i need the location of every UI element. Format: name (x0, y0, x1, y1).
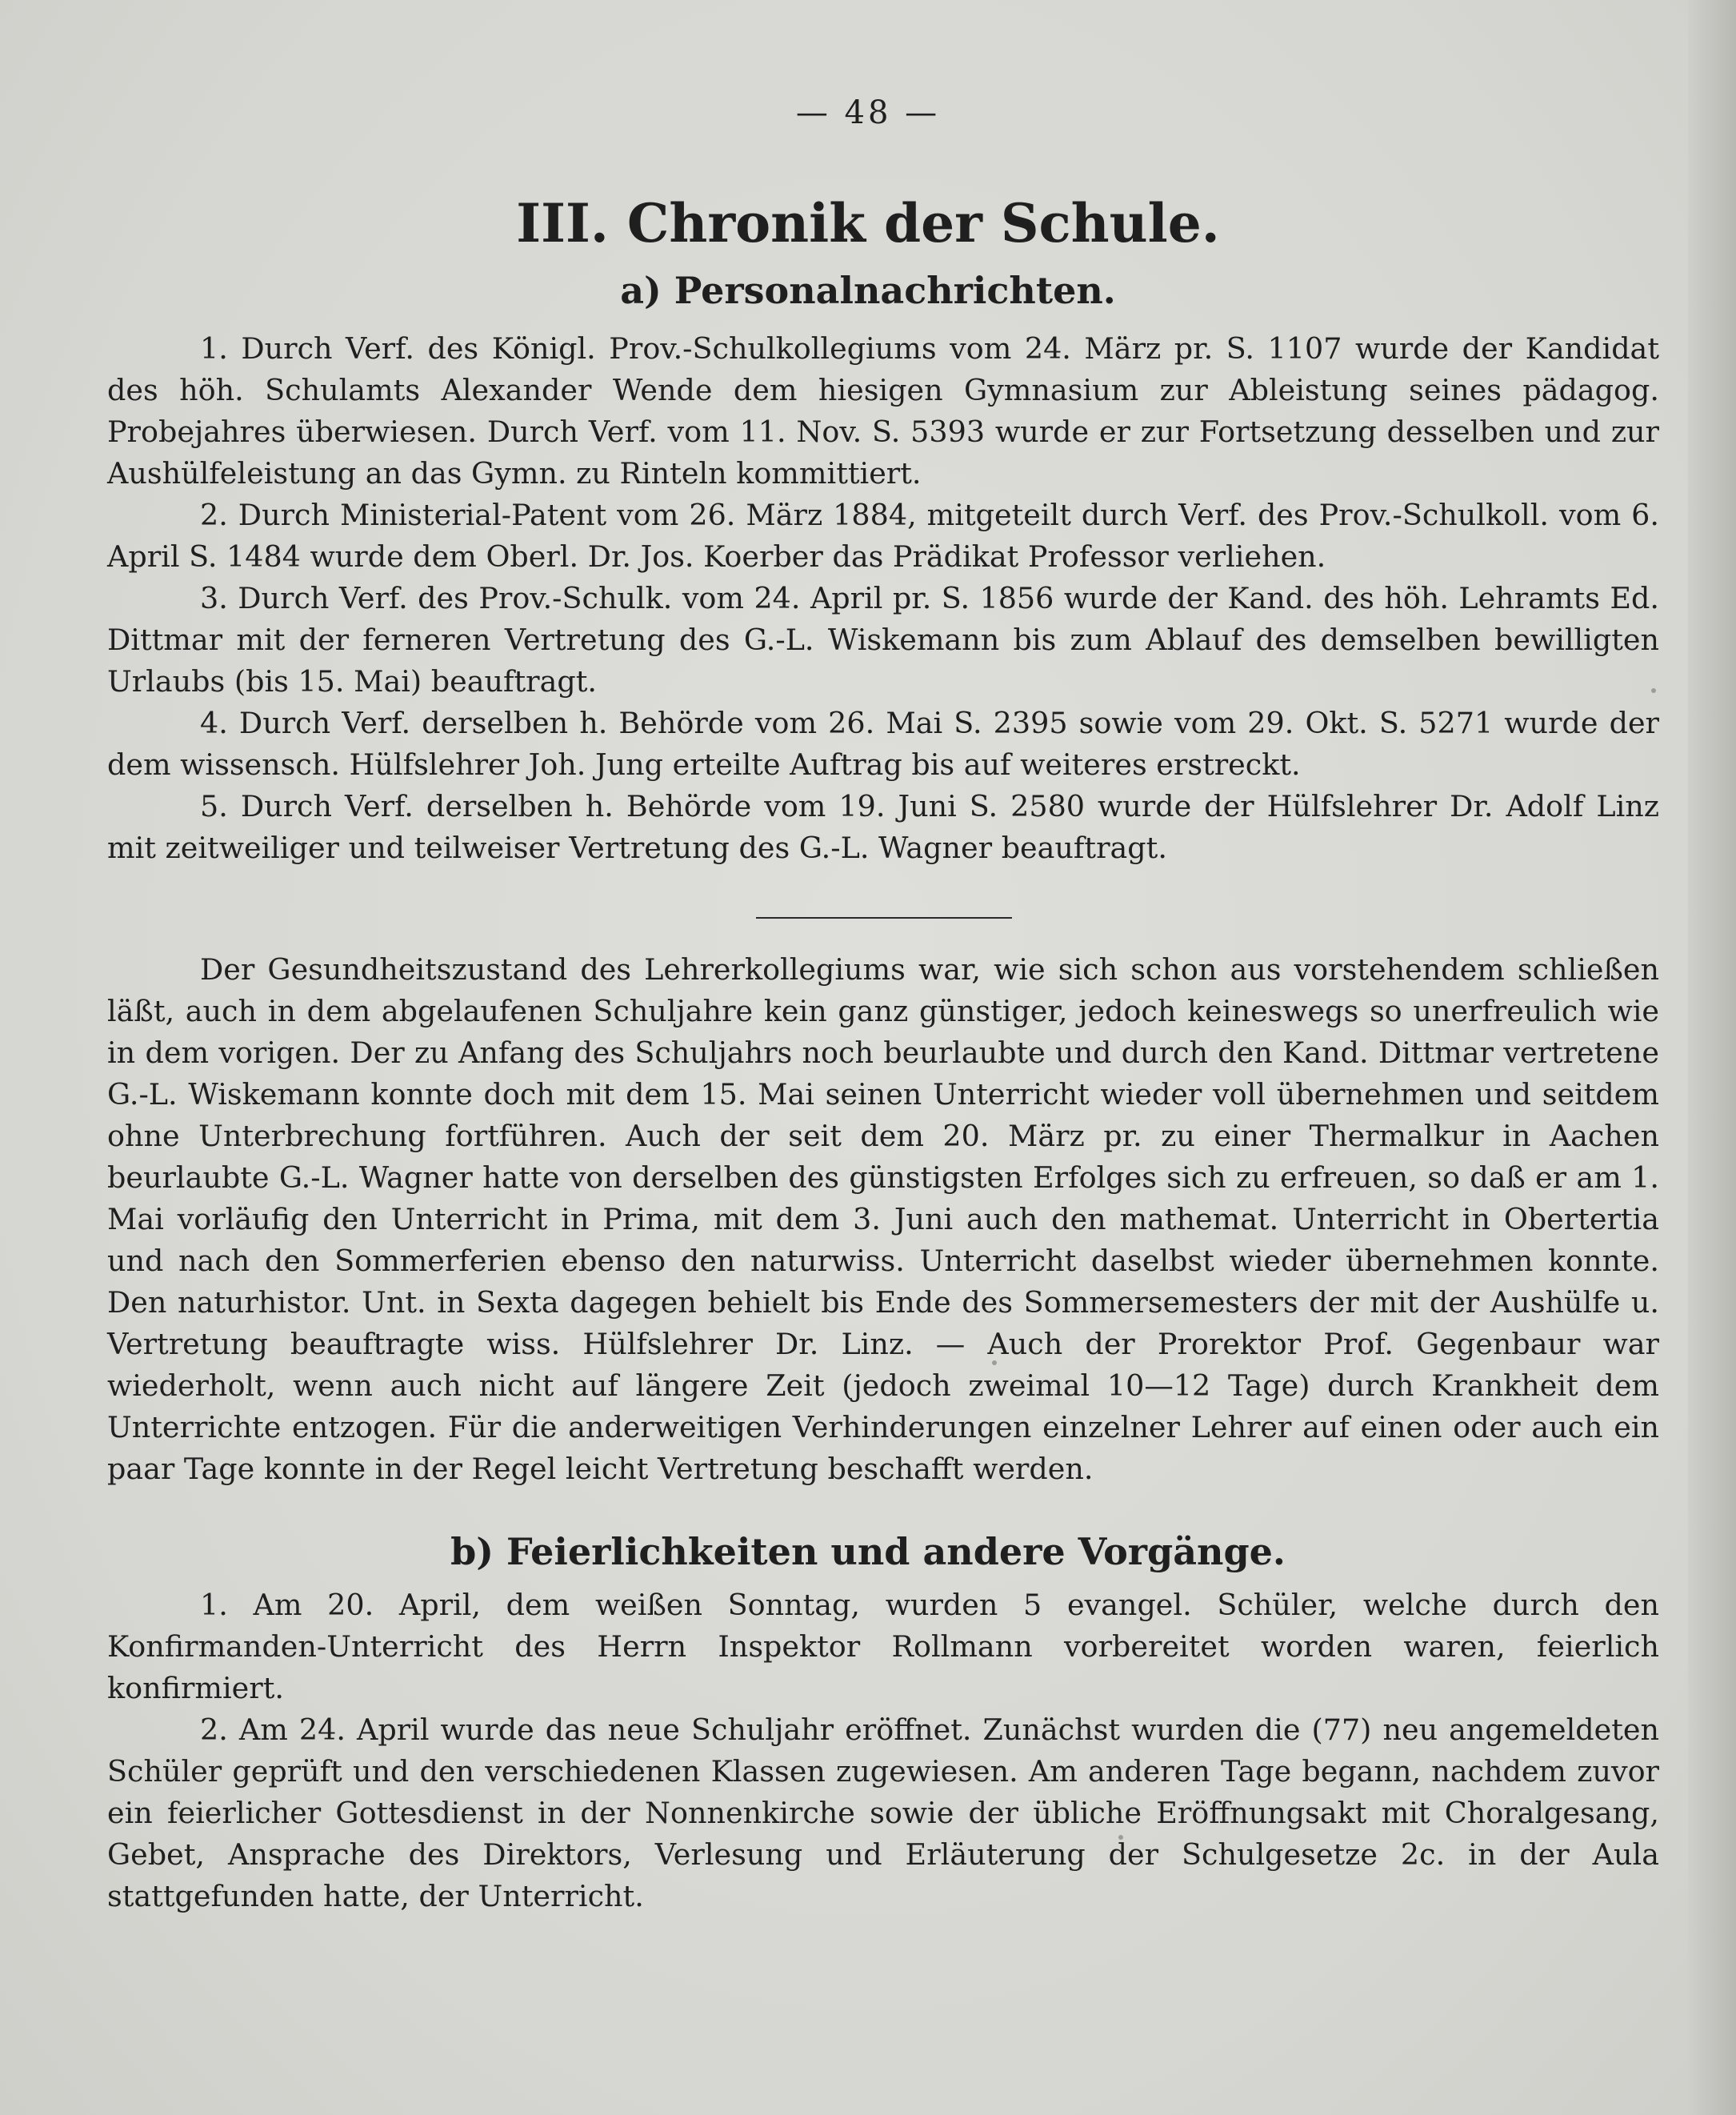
section-b-body (107, 1584, 1659, 1917)
chapter-title: III. Chronik der Schule. (516, 192, 1220, 254)
section-a-body (107, 328, 1659, 869)
paragraph: 1. Am 20. April, dem weißen Sonntag, wurden 5 evangel. Schüler, welche durch den Konfirmanden-Unterricht des Herrn Inspektor Rollmann vorbereitet worden waren, feierlich konfirmiert. (107, 1588, 1659, 1705)
paragraph: 2. Durch Ministerial-Patent vom 26. März 1884, mitgeteilt durch Verf. des Prov.-Schulkoll. vom 6. April S. 1484 wurde dem Oberl. Dr. Jos. Koerber das Prädikat Professor verliehen. (107, 498, 1659, 574)
health-body (107, 949, 1659, 1490)
section-b-title: b) Feierlichkeiten und andere Vorgänge. (450, 1530, 1286, 1573)
paragraph: 2. Am 24. April wurde das neue Schuljahr eröffnet. Zunächst wurden die (77) neu angemeldeten Schüler geprüft und den verschiedenen Klassen zugewiesen. Am anderen Tage begann, nachdem zuvor ein feierlicher Gottesdienst in der Nonnenkirche sowie der übliche Eröffnungsakt mit Choralgesang, Gebet, Ansprache des Direktors, Verlesung und Erläuterung der Schulgesetze 2c. in der Aula stattgefunden hatte, der Unterricht. (107, 1712, 1659, 1913)
paragraph: 5. Durch Verf. derselben h. Behörde vom 19. Juni S. 2580 wurde der Hülfslehrer Dr. Adolf Linz mit zeitweiliger und teilweiser Vertretung des G.-L. Wagner beauftragt. (107, 789, 1659, 865)
page-number: — 48 — (795, 94, 941, 131)
paragraph: 3. Durch Verf. des Prov.-Schulk. vom 24. April pr. S. 1856 wurde der Kand. des höh. Lehramts Ed. Dittmar mit der ferneren Vertretung des G.-L. Wiskemann bis zum Ablauf des demselben bewilligten Urlaubs (bis 15. Mai) beauftragt. (107, 581, 1659, 699)
section-a-title: a) Personalnachrichten. (620, 269, 1116, 312)
health-paragraph: Der Gesundheitszustand des Lehrerkollegiums war, wie sich schon aus vorstehendem schließen läßt, auch in dem abgelaufenen Schuljahre kein ganz günstiger, jedoch keineswegs so unerfreulich wie in dem vorigen. Der zu Anfang des Schuljahrs noch beurlaubte und durch den Kand. Dittmar vertretene G.-L. Wiskemann konnte doch mit dem 15. Mai seinen Unterricht wieder voll übernehmen und seitdem ohne Unterbrechung fortführen. Auch der seit dem 20. März pr. zu einer Thermalkur in Aachen beurlaubte G.-L. Wagner hatte von derselben des günstigsten Erfolges sich zu erfreuen, so daß er am 1. Mai vorläufig den Unterricht in Prima, mit dem 3. Juni auch den mathemat. Unterricht in Obertertia und nach den Sommerferien ebenso den naturwiss. Unterricht daselbst wieder übernehmen konnte. Den naturhistor. Unt. in Sexta dagegen behielt bis Ende des Sommersemesters der mit der Aushülfe u. Vertretung beauftragte wiss. Hülfslehrer Dr. Linz. — Auch der Prorektor Prof. Gegenbaur war wiederholt, wenn auch nicht auf längere Zeit (jedoch zweimal 10—12 Tage) durch Krankheit dem Unterrichte entzogen. Für die anderweitigen Verhinderungen einzelner Lehrer auf einen oder auch ein paar Tage konnte in der Regel leicht Vertretung beschafft werden. (107, 952, 1659, 1486)
page-edge-shadow (1688, 0, 1736, 2115)
paragraph: 4. Durch Verf. derselben h. Behörde vom 26. Mai S. 2395 sowie vom 29. Okt. S. 5271 wurde der dem wissensch. Hülfslehrer Joh. Jung erteilte Auftrag bis auf weiteres erstreckt. (107, 706, 1659, 782)
paragraph: 1. Durch Verf. des Königl. Prov.-Schulkollegiums vom 24. März pr. S. 1107 wurde der Kandidat des höh. Schulamts Alexander Wende dem hiesigen Gymnasium zur Ableistung seines pädagog. Probejahres überwiesen. Durch Verf. vom 11. Nov. S. 5393 wurde er zur Fortsetzung desselben und zur Aushülfeleistung an das Gymn. zu Rinteln kommittiert. (107, 331, 1659, 491)
section-divider (756, 917, 1012, 919)
